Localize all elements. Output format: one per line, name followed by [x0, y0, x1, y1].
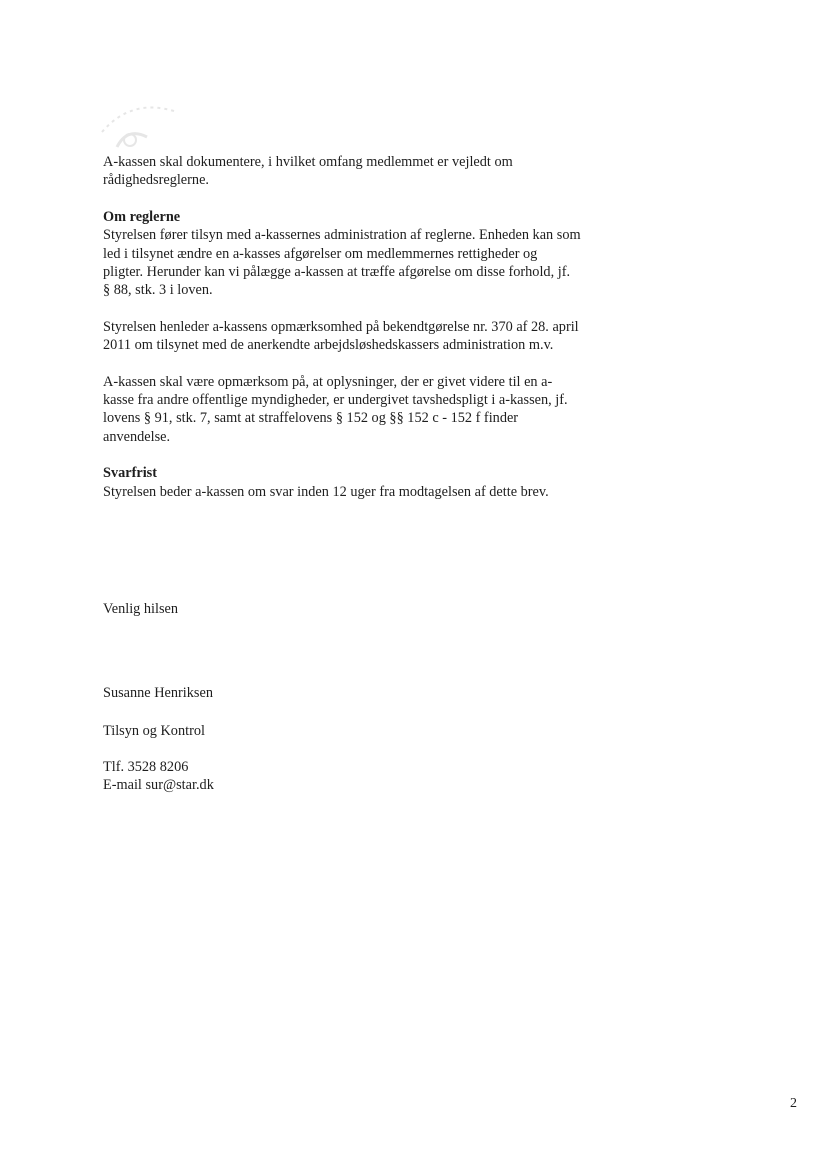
- text-line: 2011 om tilsynet med de anerkendte arbejdsløshedskassers administration m.v.: [103, 337, 554, 354]
- closing-greeting: Venlig hilsen: [103, 601, 179, 617]
- text-line: pligter. Herunder kan vi pålægge a-kassen at træffe afgørelse om disse forhold, jf.: [103, 264, 571, 281]
- page-number: 2: [790, 1096, 797, 1111]
- faint-stamp-mark: [92, 92, 192, 162]
- paragraph-bekendtgoerelse: [103, 318, 623, 355]
- text-line: rådighedsreglerne.: [103, 172, 209, 189]
- contact-email: E-mail sur@star.dk: [103, 777, 214, 793]
- text-line: Styrelsen beder a-kassen om svar inden 12 uger fra modtagelsen af dette brev.: [103, 483, 549, 500]
- text-line: Styrelsen fører tilsyn med a-kassernes administration af reglerne. Enheden kan som: [103, 227, 581, 244]
- text-line: lovens § 91, stk. 7, samt at straffelovens § 152 og §§ 152 c - 152 f finder: [103, 410, 519, 427]
- text-line: led i tilsynet ændre en a-kasses afgørelser om medlemmernes rettigheder og: [103, 245, 538, 262]
- section-heading: Om reglerne: [103, 208, 181, 225]
- paragraph-documentation: [103, 153, 623, 190]
- text-line: anvendelse.: [103, 428, 171, 445]
- signatory-name: Susanne Henriksen: [103, 685, 213, 701]
- signatory-department: Tilsyn og Kontrol: [103, 723, 205, 739]
- text-line: kasse fra andre offentlige myndigheder, er undergivet tavshedspligt i a-kassen, jf.: [103, 392, 568, 409]
- letter-body: [103, 153, 623, 519]
- paragraph-tavshedspligt: [103, 373, 623, 447]
- section-heading: Svarfrist: [103, 465, 157, 482]
- text-line: A-kassen skal være opmærksom på, at oplysninger, der er givet videre til en a-: [103, 373, 553, 390]
- text-line: A-kassen skal dokumentere, i hvilket omfang medlemmet er vejledt om: [103, 154, 513, 170]
- text-line: § 88, stk. 3 i loven.: [103, 282, 213, 299]
- section-om-reglerne: [103, 208, 623, 300]
- contact-phone: Tlf. 3528 8206: [103, 759, 189, 775]
- text-line: Styrelsen henleder a-kassens opmærksomhed på bekendtgørelse nr. 370 af 28. april: [103, 318, 579, 335]
- section-svarfrist: [103, 464, 623, 501]
